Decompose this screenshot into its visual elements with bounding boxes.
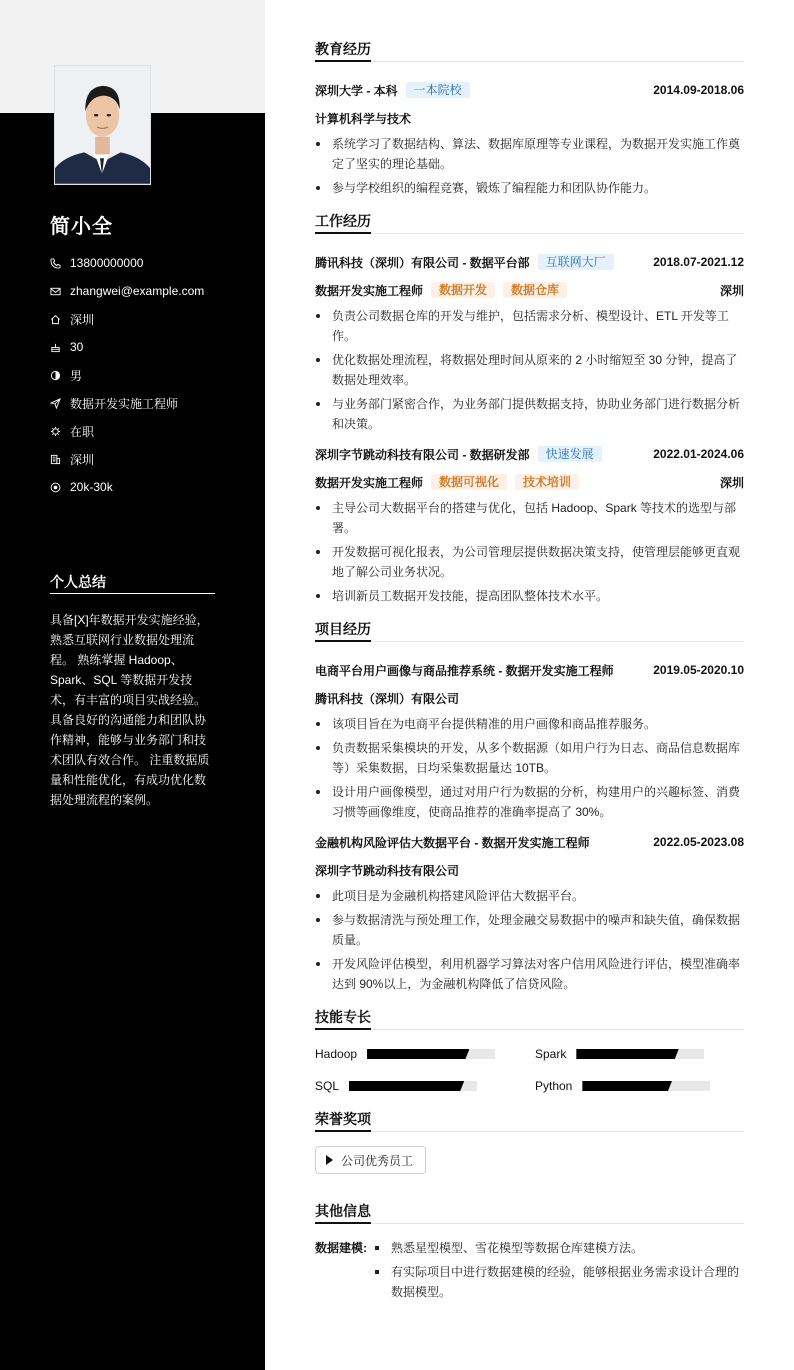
info-email-text: zhangwei@example.com <box>70 284 205 298</box>
info-target-position-text: 数据开发实施工程师 <box>70 396 179 411</box>
project-company-row <box>315 856 744 884</box>
work-company-row <box>315 248 744 276</box>
position-title: 数据开发实施工程师 <box>315 475 424 490</box>
skill-name: Python <box>535 1079 573 1093</box>
list-item: 该项目旨在为电商平台提供精准的用户画像和商品推荐服务。 <box>315 714 744 734</box>
education-section <box>315 40 744 198</box>
list-item: 熟悉星型模型、雪花模型等数据仓库建模方法。 <box>373 1238 744 1258</box>
skill-level-fill <box>367 1049 469 1059</box>
skill-tag: 技术培训 <box>515 474 579 490</box>
skill-name: Hadoop <box>315 1047 358 1061</box>
info-gender-text: 男 <box>70 368 83 383</box>
main-content <box>315 40 744 1320</box>
gender-icon <box>50 370 70 381</box>
company-tag: 快速发展 <box>538 446 602 462</box>
info-gender <box>50 361 250 389</box>
info-target-city-text: 深圳 <box>70 452 95 467</box>
project-name: 电商平台用户画像与商品推荐系统 - 数据开发实施工程师 <box>315 663 614 678</box>
work-entry <box>315 440 744 606</box>
list-item: 有实际项目中进行数据建模的经验，能够根据业务需求设计合理的数据模型。 <box>373 1262 744 1302</box>
skill-level-bar <box>349 1081 477 1091</box>
info-phone-text: 13800000000 <box>70 256 144 270</box>
send-icon <box>50 398 70 409</box>
work-position-row <box>315 276 744 304</box>
skill-item <box>535 1044 744 1064</box>
work-position-row <box>315 468 744 496</box>
info-email <box>50 277 250 305</box>
skill-level-fill <box>349 1081 464 1091</box>
skill-level-fill <box>576 1049 678 1059</box>
info-location-text: 深圳 <box>70 312 95 327</box>
section-title: 教育经历 <box>315 40 371 62</box>
major-row <box>315 104 744 132</box>
phone-icon <box>50 258 70 269</box>
education-date: 2014.09-2018.06 <box>653 83 744 97</box>
skill-level-bar <box>582 1081 710 1091</box>
company-tag: 互联网大厂 <box>538 254 614 270</box>
avatar <box>54 65 151 185</box>
project-header <box>315 620 744 642</box>
list-item: 系统学习了数据结构、算法、数据库原理等专业课程，为数据开发实施工作奠定了坚实的理论基础。 <box>315 134 744 174</box>
salary-icon <box>50 482 70 493</box>
info-status <box>50 417 250 445</box>
project-company: 腾讯科技（深圳）有限公司 <box>315 691 460 706</box>
info-age-text: 30 <box>70 340 84 354</box>
project-entry <box>315 828 744 994</box>
info-age <box>50 333 250 361</box>
skill-tag: 数据开发 <box>431 282 495 298</box>
honors-section <box>315 1110 744 1188</box>
info-status-text: 在职 <box>70 424 95 439</box>
school-tag: 一本院校 <box>406 82 470 98</box>
info-salary-text: 20k-30k <box>70 480 113 494</box>
project-date: 2019.05-2020.10 <box>653 663 744 677</box>
info-phone <box>50 249 250 277</box>
company-name: 深圳字节跳动科技有限公司 - 数据研发部 <box>315 447 530 462</box>
list-item: 主导公司大数据平台的搭建与优化，包括 Hadoop、Spark 等技术的选型与部署。 <box>315 498 744 538</box>
list-item: 开发数据可视化报表，为公司管理层提供数据决策支持，使管理层能够更直观地了解公司业务状况。 <box>315 542 744 582</box>
project-section <box>315 620 744 994</box>
other-label: 数据建模: <box>315 1241 367 1255</box>
project-company-row <box>315 684 744 712</box>
skill-name: SQL <box>315 1079 340 1093</box>
candidate-name: 简小全 <box>50 216 113 238</box>
work-city: 深圳 <box>719 283 744 298</box>
work-city: 深圳 <box>719 475 744 490</box>
work-bullets <box>315 498 744 606</box>
skill-tag: 数据可视化 <box>431 474 507 490</box>
skill-item <box>315 1044 535 1064</box>
project-entry <box>315 656 744 822</box>
status-icon <box>50 426 70 437</box>
list-item: 参与学校组织的编程竞赛，锻炼了编程能力和团队协作能力。 <box>315 178 744 198</box>
other-bullets <box>373 1238 744 1306</box>
summary-divider <box>50 593 215 594</box>
award-badge <box>315 1146 426 1174</box>
education-bullets <box>315 134 744 198</box>
list-item: 设计用户画像模型，通过对用户行为数据的分析，构建用户的兴趣标签、消费习惯等画像维度，使商品推荐的准确率提高了 30%。 <box>315 782 744 822</box>
project-name: 金融机构风险评估大数据平台 - 数据开发实施工程师 <box>315 835 590 850</box>
education-header <box>315 40 744 62</box>
skills-header <box>315 1008 744 1030</box>
summary-title: 个人总结 <box>50 574 106 590</box>
contact-info-list <box>50 249 250 501</box>
section-title: 其他信息 <box>315 1202 371 1224</box>
company-name: 腾讯科技（深圳）有限公司 - 数据平台部 <box>315 255 530 270</box>
other-section <box>315 1202 744 1306</box>
work-company-row <box>315 440 744 468</box>
skill-item <box>315 1076 535 1096</box>
list-item: 此项目是为金融机构搭建风险评估大数据平台。 <box>315 886 744 906</box>
skill-level-fill <box>582 1081 672 1091</box>
skill-level-bar <box>576 1049 704 1059</box>
list-item: 开发风险评估模型，利用机器学习算法对客户信用风险进行评估，模型准确率达到 90%以上，为金融机构降低了信贷风险。 <box>315 954 744 994</box>
skill-level-bar <box>367 1049 495 1059</box>
project-company: 深圳字节跳动科技有限公司 <box>315 863 460 878</box>
mail-icon <box>50 286 70 297</box>
work-date: 2022.01-2024.06 <box>653 447 744 461</box>
home-icon <box>50 314 70 325</box>
building-icon <box>50 454 70 465</box>
list-item: 负责公司数据仓库的开发与维护，包括需求分析、模型设计、ETL 开发等工作。 <box>315 306 744 346</box>
info-target-position <box>50 389 250 417</box>
list-item: 负责数据采集模块的开发，从多个数据源（如用户行为日志、商品信息数据库等）采集数据，日均采集数据量达 10TB。 <box>315 738 744 778</box>
project-bullets <box>315 714 744 822</box>
summary-text: 具备[X]年数据开发实施经验，熟悉互联网行业数据处理流程。 熟练掌握 Hadoop、Spark、SQL 等数据开发技术，有丰富的项目实战经验。 具备良好的沟通能力和团队协作精神，能够与业务部门和技术团队有效合作。 注重数据质量和性能优化，有成功优化数据处理流程的案例。 <box>50 613 210 807</box>
skill-tag: 数据仓库 <box>503 282 567 298</box>
project-name-row <box>315 828 744 856</box>
award-text: 公司优秀员工 <box>341 1153 414 1168</box>
skill-item <box>535 1076 744 1096</box>
skill-name: Spark <box>535 1047 567 1061</box>
project-date: 2022.05-2023.08 <box>653 835 744 849</box>
section-title: 荣誉奖项 <box>315 1110 371 1132</box>
work-bullets <box>315 306 744 434</box>
info-target-city <box>50 445 250 473</box>
skills-section <box>315 1008 744 1096</box>
project-name-row <box>315 656 744 684</box>
other-info <box>315 1238 744 1306</box>
info-location <box>50 305 250 333</box>
work-entry <box>315 248 744 434</box>
education-row <box>315 76 744 104</box>
project-bullets <box>315 886 744 994</box>
list-item: 优化数据处理流程，将数据处理时间从原来的 2 小时缩短至 30 分钟，提高了数据处理效率。 <box>315 350 744 390</box>
list-item: 与业务部门紧密合作，为业务部门提供数据支持，协助业务部门进行数据分析和决策。 <box>315 394 744 434</box>
work-section <box>315 212 744 606</box>
list-item: 参与数据清洗与预处理工作，处理金融交易数据中的噪声和缺失值，确保数据质量。 <box>315 910 744 950</box>
honors-header <box>315 1110 744 1132</box>
position-title: 数据开发实施工程师 <box>315 283 424 298</box>
skills-grid <box>315 1044 744 1096</box>
section-title: 工作经历 <box>315 212 371 234</box>
major: 计算机科学与技术 <box>315 111 412 126</box>
play-icon <box>326 1155 333 1165</box>
work-header <box>315 212 744 234</box>
other-header <box>315 1202 744 1224</box>
avatar-portrait <box>55 66 150 184</box>
list-item: 培训新员工数据开发技能，提高团队整体技术水平。 <box>315 586 744 606</box>
work-date: 2018.07-2021.12 <box>653 255 744 269</box>
section-title: 项目经历 <box>315 620 371 642</box>
cake-icon <box>50 342 70 353</box>
info-salary <box>50 473 250 501</box>
school-name: 深圳大学 - 本科 <box>315 83 398 98</box>
section-title: 技能专长 <box>315 1008 371 1030</box>
